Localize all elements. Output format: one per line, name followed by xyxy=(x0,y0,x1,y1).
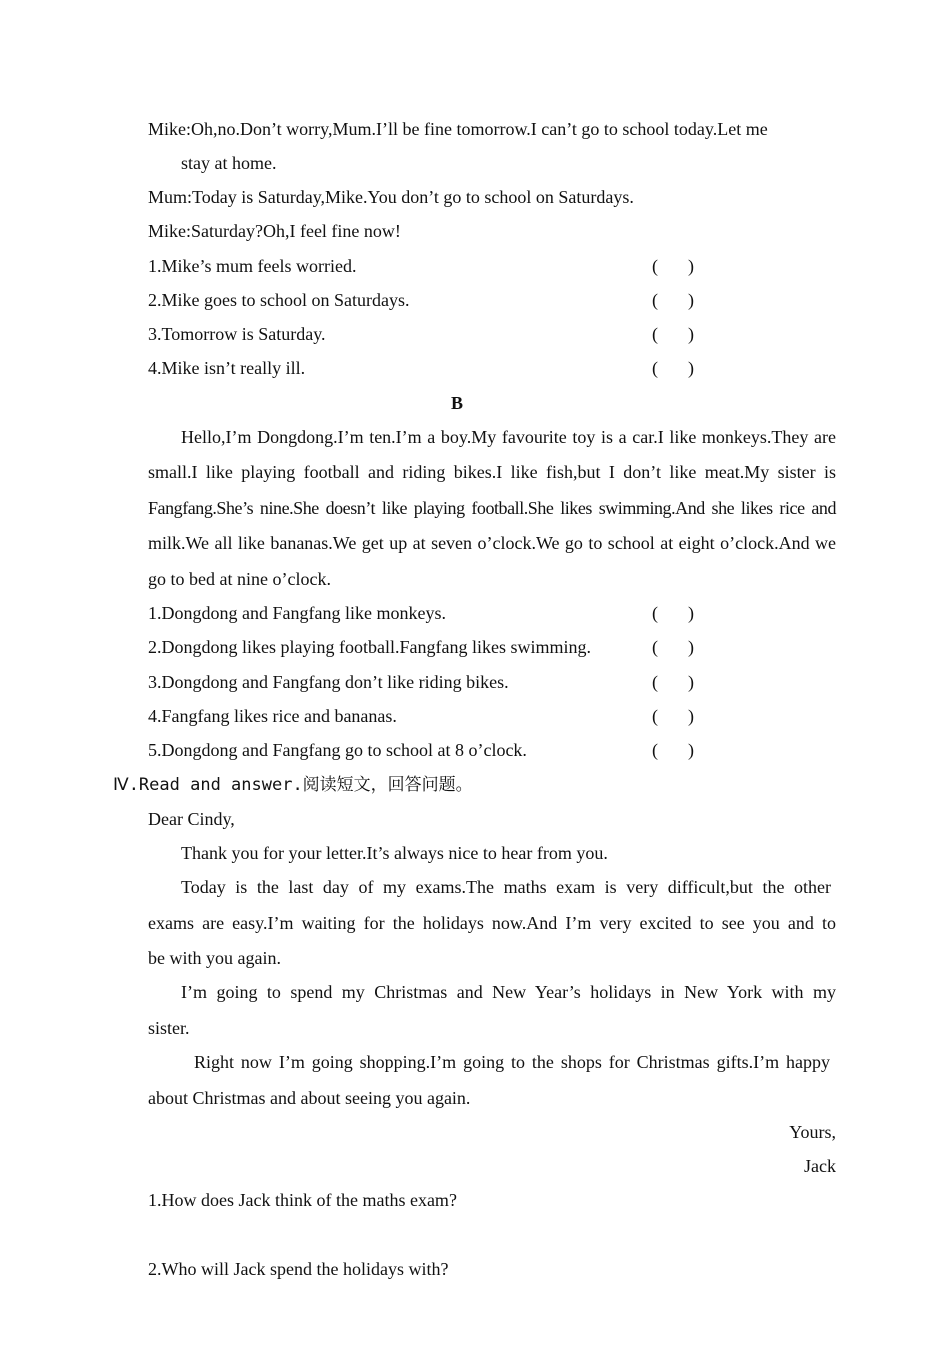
letter-paragraph-line: sister. xyxy=(148,1018,190,1038)
true-false-statement: 3.Dongdong and Fangfang don’t like riding bikes. xyxy=(148,672,509,692)
section-b-heading: B xyxy=(451,393,464,413)
answer-bracket[interactable]: ( ) xyxy=(652,603,694,623)
answer-bracket[interactable]: ( ) xyxy=(652,290,694,310)
letter-closing: Yours, xyxy=(789,1122,836,1142)
true-false-statement: 2.Mike goes to school on Saturdays. xyxy=(148,290,410,310)
answer-bracket[interactable]: ( ) xyxy=(652,637,694,657)
letter-signature: Jack xyxy=(804,1156,836,1176)
question: 2.Who will Jack spend the holidays with? xyxy=(148,1259,449,1279)
true-false-statement: 2.Dongdong likes playing football.Fangfang likes swimming. xyxy=(148,637,591,657)
section-iv-heading: Ⅳ.Read and answer.阅读短文，回答问题。 xyxy=(113,775,473,795)
passage-line: Hello,I’m Dongdong.I’m ten.I’m a boy.My favourite toy is a car.I like monkeys.They are xyxy=(181,427,836,447)
passage-line: small.I like playing football and riding bikes.I like fish,but I don’t like meat.My sister is xyxy=(148,462,836,482)
true-false-statement: 5.Dongdong and Fangfang go to school at 8 o’clock. xyxy=(148,740,527,760)
answer-bracket[interactable]: ( ) xyxy=(652,672,694,692)
answer-bracket[interactable]: ( ) xyxy=(652,358,694,378)
true-false-statement: 3.Tomorrow is Saturday. xyxy=(148,324,326,344)
answer-bracket[interactable]: ( ) xyxy=(652,324,694,344)
passage-line: milk.We all like bananas.We get up at seven o’clock.We go to school at eight o’clock.And we xyxy=(148,533,836,553)
answer-bracket[interactable]: ( ) xyxy=(652,706,694,726)
letter-paragraph-line: Right now I’m going shopping.I’m going to the shops for Christmas gifts.I’m happy xyxy=(194,1052,830,1072)
letter-paragraph-line: exams are easy.I’m waiting for the holidays now.And I’m very excited to see you and to xyxy=(148,913,836,933)
answer-bracket[interactable]: ( ) xyxy=(652,740,694,760)
letter-paragraph-line: I’m going to spend my Christmas and New Year’s holidays in New York with my xyxy=(181,982,836,1002)
passage-line: go to bed at nine o’clock. xyxy=(148,569,331,589)
dialogue-line: Mum:Today is Saturday,Mike.You don’t go to school on Saturdays. xyxy=(148,187,634,207)
true-false-statement: 4.Mike isn’t really ill. xyxy=(148,358,306,378)
true-false-statement: 4.Fangfang likes rice and bananas. xyxy=(148,706,397,726)
question: 1.How does Jack think of the maths exam? xyxy=(148,1190,457,1210)
true-false-statement: 1.Mike’s mum feels worried. xyxy=(148,256,357,276)
passage-line: Fangfang.She’s nine.She doesn’t like playing football.She likes swimming.And she likes rice and xyxy=(148,498,836,518)
true-false-statement: 1.Dongdong and Fangfang like monkeys. xyxy=(148,603,446,623)
letter-greeting: Dear Cindy, xyxy=(148,809,235,829)
letter-paragraph: Thank you for your letter.It’s always nice to hear from you. xyxy=(181,843,608,863)
dialogue-line: stay at home. xyxy=(181,153,277,173)
dialogue-line: Mike:Oh,no.Don’t worry,Mum.I’ll be fine tomorrow.I can’t go to school today.Let me xyxy=(148,119,768,139)
letter-paragraph-line: Today is the last day of my exams.The maths exam is very difficult,but the other xyxy=(181,877,831,897)
letter-paragraph-line: be with you again. xyxy=(148,948,281,968)
dialogue-line: Mike:Saturday?Oh,I feel fine now! xyxy=(148,221,401,241)
answer-bracket[interactable]: ( ) xyxy=(652,256,694,276)
letter-paragraph-line: about Christmas and about seeing you again. xyxy=(148,1088,471,1108)
